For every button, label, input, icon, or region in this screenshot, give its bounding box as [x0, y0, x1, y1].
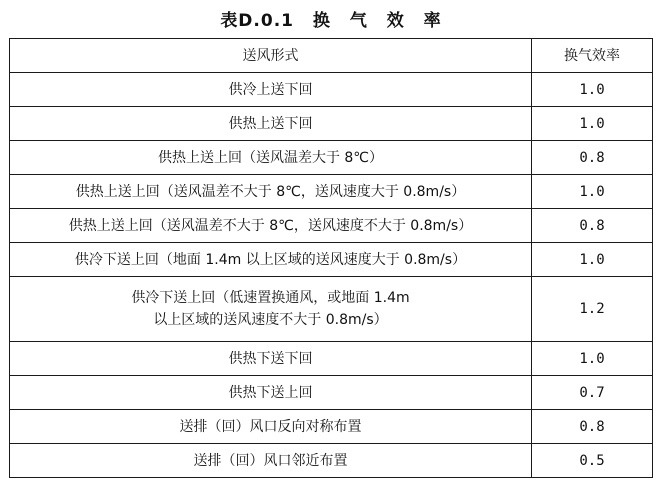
row-form: 供热上送上回（送风温差不大于 8℃，送风速度不大于 0.8m/s）: [10, 209, 532, 243]
row-form: [10, 277, 532, 342]
row-form: 送排（回）风口反向对称布置: [10, 410, 532, 444]
row-form-line-2: 以上区域的送风速度不大于 0.8m/s）: [153, 312, 388, 328]
table-row: [10, 73, 653, 107]
table-row: [10, 444, 653, 478]
row-form: 送排（回）风口邻近布置: [10, 444, 532, 478]
row-efficiency: 0.5: [532, 444, 653, 478]
table-row: [10, 141, 653, 175]
row-form: 供冷下送上回（地面 1.4m 以上区域的送风速度大于 0.8m/s）: [10, 243, 532, 277]
ventilation-efficiency-table: [9, 38, 653, 478]
row-efficiency: 1.0: [532, 243, 653, 277]
row-efficiency: 0.8: [532, 141, 653, 175]
header-efficiency: 换气效率: [532, 39, 653, 73]
table-row: [10, 209, 653, 243]
row-efficiency: 1.0: [532, 342, 653, 376]
row-form: 供热上送上回（送风温差大于 8℃）: [10, 141, 532, 175]
row-efficiency: 0.8: [532, 209, 653, 243]
table-row: [10, 410, 653, 444]
table-row: [10, 243, 653, 277]
row-form: 供热上送下回: [10, 107, 532, 141]
row-form: 供热上送上回（送风温差不大于 8℃，送风速度大于 0.8m/s）: [10, 175, 532, 209]
row-efficiency: 0.7: [532, 376, 653, 410]
table-row: [10, 175, 653, 209]
table-row: [10, 342, 653, 376]
row-form: 供冷上送下回: [10, 73, 532, 107]
table-row: [10, 376, 653, 410]
row-form-line-1: 供冷下送上回（低速置换通风，或地面 1.4m: [131, 290, 410, 306]
row-efficiency: 1.0: [532, 175, 653, 209]
table-title: 表D.0.1 换 气 效 率: [220, 11, 442, 31]
row-efficiency: 0.8: [532, 410, 653, 444]
row-efficiency: 1.2: [532, 277, 653, 342]
table-header-row: [10, 39, 653, 73]
row-form: 供热下送上回: [10, 376, 532, 410]
header-form: 送风形式: [10, 39, 532, 73]
table-row: [10, 107, 653, 141]
row-efficiency: 1.0: [532, 73, 653, 107]
row-form: 供热下送下回: [10, 342, 532, 376]
row-efficiency: 1.0: [532, 107, 653, 141]
table-row: [10, 277, 653, 342]
